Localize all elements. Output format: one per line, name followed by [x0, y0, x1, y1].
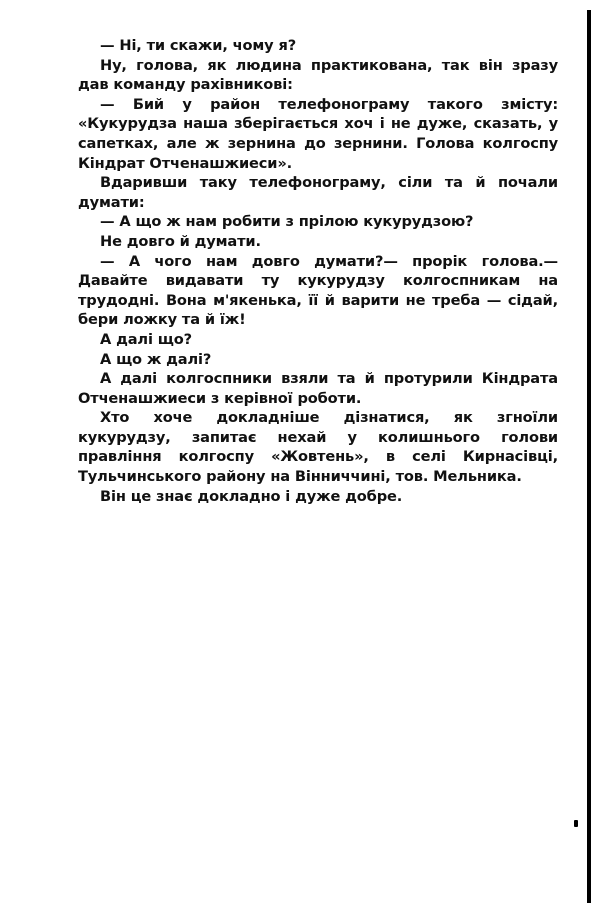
paragraph: — А що ж нам робити з прілою кукурудзою? — [100, 213, 474, 231]
paragraph: Він це знає докладно і дуже добре. — [100, 487, 403, 505]
paragraph: А далі колгоспники взяли та й протурили Кіндрата Отченашжиеси з керівної роботи. — [78, 370, 558, 407]
paragraph: А далі що? — [100, 330, 192, 348]
paragraph: — Ні, ти скажи, чому я? — [100, 37, 297, 54]
page-edge-rule — [587, 10, 591, 903]
paragraph: Ну, голова, як людина практикована, так він зразу дав команду рахівникові: — [78, 56, 558, 94]
page-text — [78, 36, 558, 506]
paragraph: Не довго й думати. — [100, 232, 261, 250]
paragraph: — Бий у район телефонограму такого змісту: «Кукурудза наша зберігається хоч і не дуже, сказать, у сапетках, але ж зернина до зернини. Голова колгоспу Кіндрат Отченашжиеси». — [78, 95, 558, 172]
paragraph: — А чого нам довго думати?— прорік голова.— Давайте видавати ту кукурудзу колгоспникам на трудодні. Вона м'якенька, її й варити не треба — сідай, бери ложку та й їж! — [78, 252, 558, 329]
paragraph: Хто хоче докладніше дізнатися, як згноїли кукурудзу, запитає нехай у колишнього голови правління колгоспу «Жовтень», в селі Кирнасівці, Тульчинського району на Вінниччині, тов. Мельника. — [78, 409, 558, 486]
paragraph: Вдаривши таку телефонограму, сіли та й почали думати: — [78, 174, 558, 211]
margin-mark — [574, 820, 578, 827]
paragraph: А що ж далі? — [100, 350, 212, 368]
